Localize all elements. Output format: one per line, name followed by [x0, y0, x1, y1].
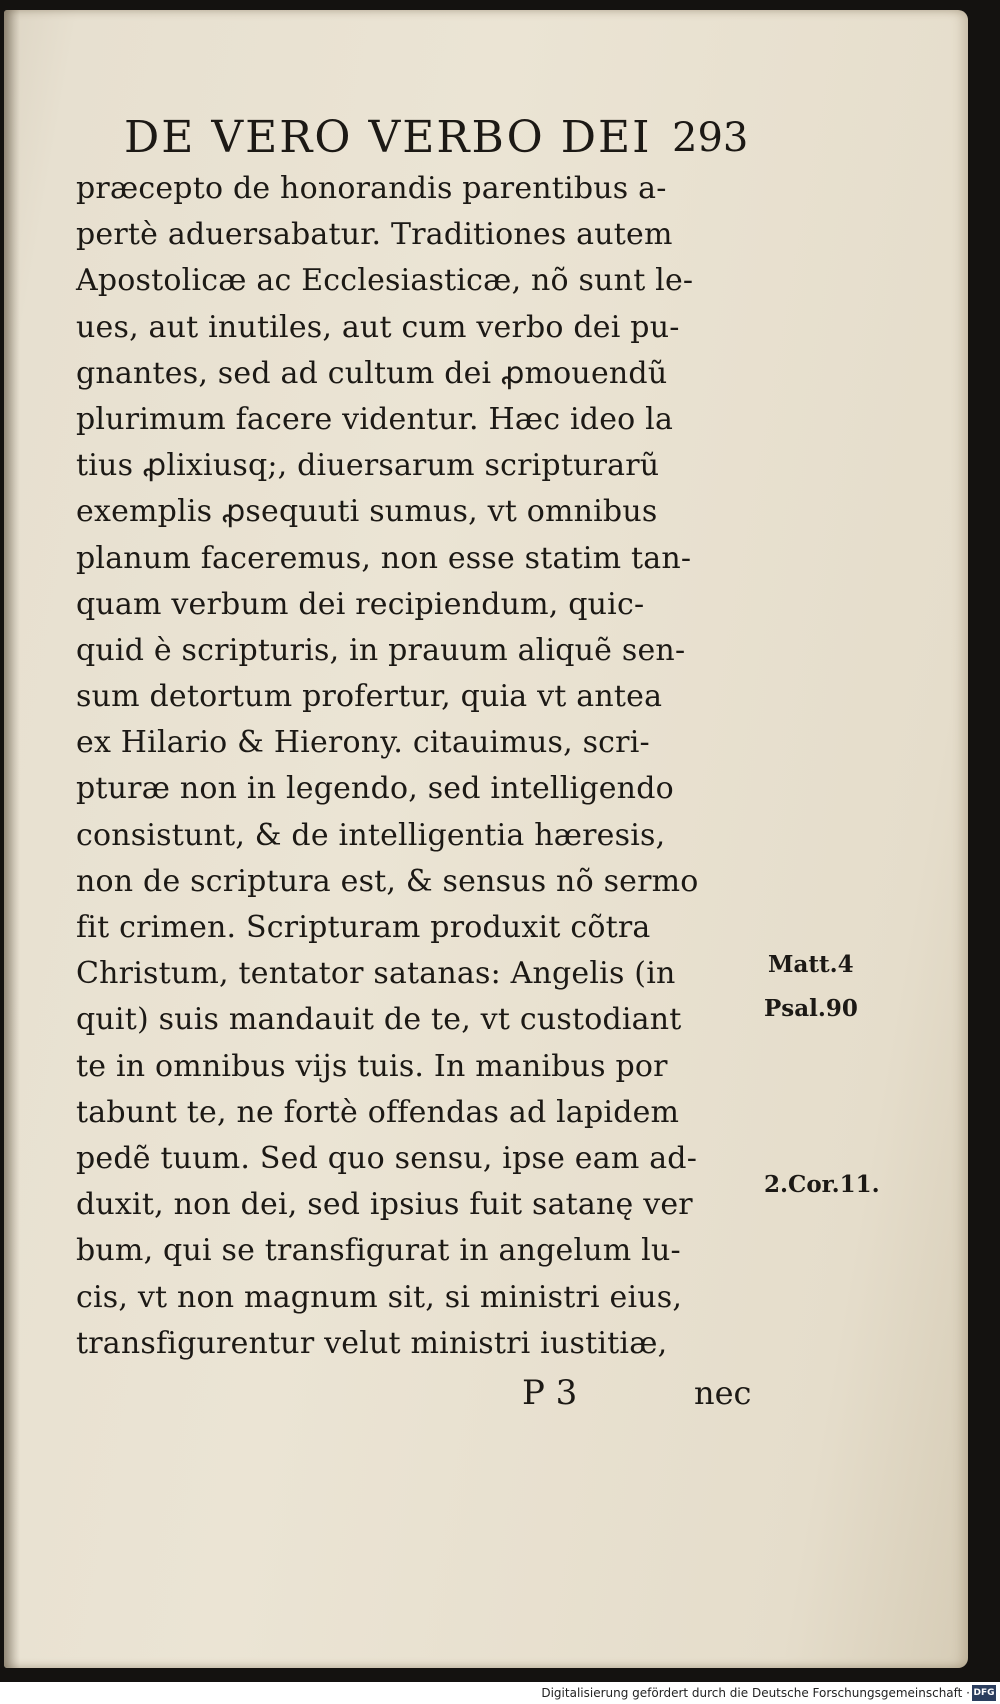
text-line: gnantes, sed ad cultum dei ꝓmouendũ	[76, 355, 668, 391]
page-number: 293	[672, 115, 749, 161]
text-line: pedẽ tuum. Sed quo sensu, ipse eam ad-	[76, 1140, 698, 1176]
text-line: duxit, non dei, sed ipsius fuit satanę ver	[76, 1187, 693, 1223]
marginal-note-corinthians: 2.Cor.11.	[764, 1171, 880, 1198]
text-line: exemplis ꝓsequuti sumus, vt omnibus	[76, 494, 658, 530]
text-line: planum faceremus, non esse statim tan-	[76, 540, 692, 576]
text-line: non de scriptura est, & sensus nõ sermo	[76, 863, 699, 899]
text-line: te in omnibus vijs tuis. In manibus por	[76, 1048, 668, 1084]
text-line: fit crimen. Scripturam produxit cõtra	[76, 910, 651, 945]
running-title: DE VERO VERBO DEI	[124, 112, 652, 163]
text-line: plurimum facere videntur. Hæc ideo la	[76, 401, 674, 437]
footer-bar	[0, 1682, 1000, 1704]
marginal-note-psalm: Psal.90	[764, 995, 858, 1022]
text-line: cis, vt non magnum sit, si ministri eius,	[76, 1279, 683, 1315]
text-line: pturæ non in legendo, sed intelligendo	[76, 771, 674, 807]
text-line: quid è scripturis, in prauum aliquẽ sen-	[76, 632, 686, 668]
text-line: tabunt te, ne fortè offendas ad lapidem	[76, 1094, 680, 1130]
dfg-logo: DFG	[972, 1685, 996, 1701]
running-head	[124, 110, 749, 166]
text-line: præcepto de honorandis parentibus a-	[76, 171, 667, 206]
text-line: quit) suis mandauit de te, vt custodiant	[76, 1002, 682, 1038]
signature-mark: P 3	[522, 1373, 578, 1413]
text-line: quam verbum dei recipiendum, quic-	[76, 586, 645, 622]
body-text	[76, 166, 756, 1367]
marginal-note-matthew: Matt.4	[768, 951, 854, 978]
text-line: ex Hilario & Hierony. citauimus, scri-	[76, 725, 650, 761]
footer-credit: Digitalisierung gefördert durch die Deutsche Forschungsgemeinschaft ·	[541, 1686, 970, 1700]
catchword: nec	[694, 1374, 752, 1412]
text-line: Christum, tentator satanas: Angelis (in	[76, 956, 676, 992]
text-line: transfigurentur velut ministri iustitiæ,	[76, 1325, 668, 1361]
text-line: Apostolicæ ac Ecclesiasticæ, nõ sunt le-	[76, 263, 694, 299]
text-line: consistunt, & de intelligentia hæresis,	[76, 817, 666, 853]
text-line: pertè aduersabatur. Traditiones autem	[76, 217, 673, 253]
text-line: sum detortum profertur, quia vt antea	[76, 679, 663, 715]
text-line: ues, aut inutiles, aut cum verbo dei pu-	[76, 309, 680, 345]
text-line: bum, qui se transfigurat in angelum lu-	[76, 1233, 681, 1269]
text-line: tius ꝓlixiusq;, diuersarum scripturarũ	[76, 448, 660, 484]
